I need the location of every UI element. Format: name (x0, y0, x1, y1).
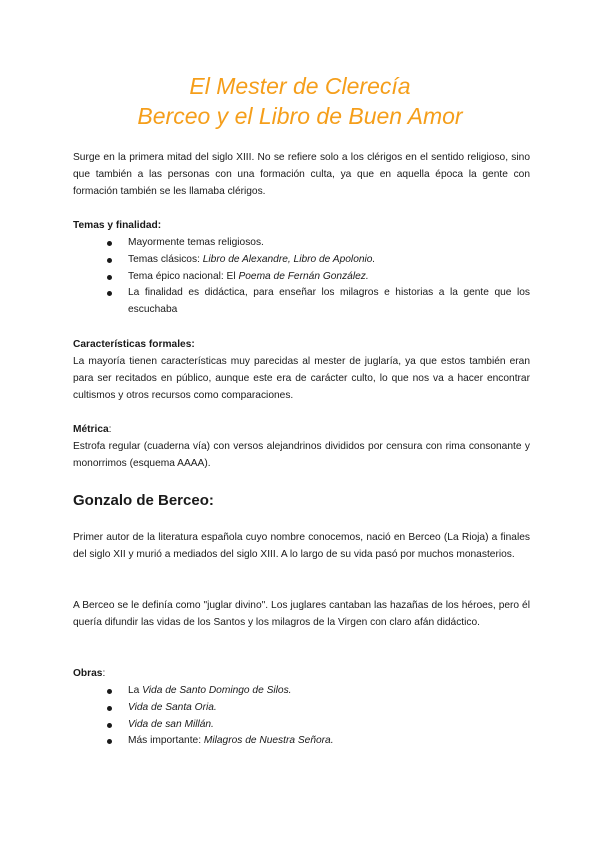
bullet-icon (107, 241, 112, 246)
bullet-icon (107, 723, 112, 728)
bullet-icon (107, 291, 112, 296)
temas-label: Temas y finalidad: (73, 220, 162, 231)
berceo-paragraph-1: Primer autor de la literatura española cuyo nombre conocemos, nació en Berceo (La Rioja) a finales del siglo XII y murió a mediados del siglo XIII. A lo largo de su vida pasó por muchos monasterios. (73, 532, 530, 560)
list-item: Temas clásicos: Libro de Alexandre, Libro de Apolonio. (73, 252, 530, 269)
bullet-icon (107, 739, 112, 744)
obras-label: Obras: (73, 668, 106, 679)
bullet-icon (107, 275, 112, 280)
list-item: Mayormente temas religiosos. (73, 235, 530, 252)
caracteristicas-label: Características formales: (73, 339, 195, 350)
temas-list (73, 235, 530, 319)
list-item: Vida de san Millán. (73, 717, 530, 734)
caracteristicas-paragraph: La mayoría tienen características muy parecidas al mester de juglaría, ya que estos también eran para ser recitados en público, aunque este era de carácter culto, lo que nos va a hacer encontrar cultismos y otros recursos como comparaciones. (73, 356, 530, 401)
list-item: Tema épico nacional: El Poema de Fernán González. (73, 269, 530, 286)
berceo-paragraph-2: A Berceo se le definía como "juglar divino". Los juglares cantaban las hazañas de los héroes, pero él quería difundir las vidas de los Santos y los milagros de la Virgen con claro afán didáctico. (73, 600, 530, 628)
obras-list (73, 683, 530, 750)
list-item: La finalidad es didáctica, para enseñar los milagros e historias a la gente que los escuchaba (73, 285, 530, 319)
list-item: La Vida de Santo Domingo de Silos. (73, 683, 530, 700)
bullet-icon (107, 706, 112, 711)
list-item: Más importante: Milagros de Nuestra Señora. (73, 733, 530, 750)
bullet-icon (107, 258, 112, 263)
intro-paragraph: Surge en la primera mitad del siglo XIII. No se refiere solo a los clérigos en el sentido religioso, sino que también a las personas con una formación culta, ya que en aquella época la gente con formación también se les llamaba clérigos. (73, 152, 530, 197)
bullet-icon (107, 689, 112, 694)
title-line-1: El Mester de Clerecía (189, 73, 411, 99)
metrica-label: Métrica: (73, 424, 112, 435)
title-line-2: Berceo y el Libro de Buen Amor (137, 103, 463, 129)
metrica-paragraph: Estrofa regular (cuaderna vía) con versos alejandrinos divididos por censura con rima consonante y monorrimos (esquema AAAA). (73, 441, 530, 469)
berceo-heading: Gonzalo de Berceo: (73, 492, 214, 509)
list-item: Vida de Santa Oria. (73, 700, 530, 717)
